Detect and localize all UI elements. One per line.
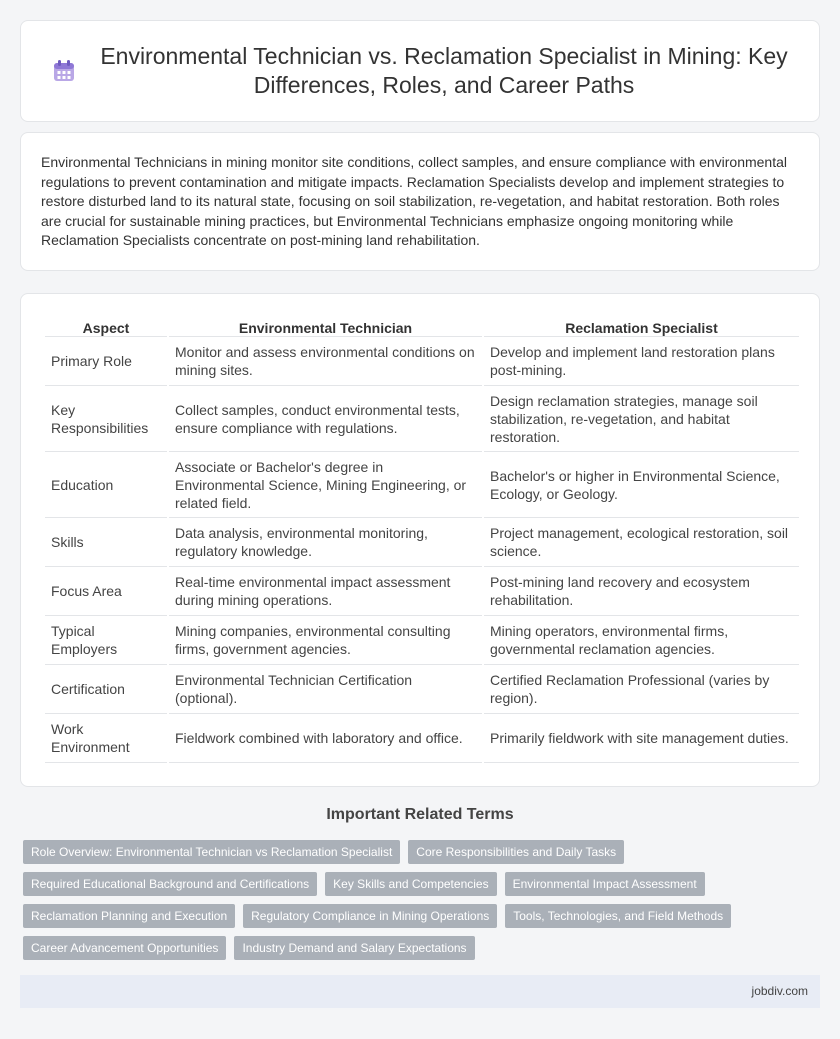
intro-card [20, 132, 820, 271]
cell-technician: Real-time environmental impact assessment during mining operations. [169, 567, 482, 616]
related-term-tag[interactable]: Environmental Impact Assessment [505, 872, 705, 896]
cell-aspect: Key Responsibilities [45, 386, 167, 452]
related-terms-title: Important Related Terms [326, 806, 514, 823]
header-environmental-technician: Environmental Technician [169, 314, 482, 337]
cell-technician: Associate or Bachelor's degree in Environmental Science, Mining Engineering, or related field. [169, 452, 482, 518]
related-term-tag[interactable]: Industry Demand and Salary Expectations [234, 936, 474, 960]
related-term-tag[interactable]: Regulatory Compliance in Mining Operations [243, 904, 497, 928]
cell-technician: Monitor and assess environmental conditions on mining sites. [169, 337, 482, 386]
cell-aspect: Skills [45, 518, 167, 567]
table-row [45, 616, 799, 665]
intro-paragraph: Environmental Technicians in mining monitor site conditions, collect samples, and ensure compliance with environmental regulations to prevent contamination and mitigate impacts. Reclamation Specialists develop and implement strategies to restore disturbed land to its natural state, focusing on soil stabilization, re-vegetation, and habitat restoration. Both roles are crucial for sustainable mining practices, but Environmental Technicians emphasize ongoing monitoring while Reclamation Specialists concentrate on post-mining land rehabilitation. [41, 154, 788, 249]
cell-technician: Fieldwork combined with laboratory and office. [169, 714, 482, 763]
related-term-tag[interactable]: Role Overview: Environmental Technician vs Reclamation Specialist [23, 840, 400, 864]
related-term-tag[interactable]: Core Responsibilities and Daily Tasks [408, 840, 624, 864]
related-terms-list [23, 840, 813, 960]
table-row [45, 337, 799, 386]
cell-specialist: Certified Reclamation Professional (varies by region). [484, 665, 799, 714]
footer-site-link[interactable]: jobdiv.com [751, 984, 808, 998]
cell-specialist: Primarily fieldwork with site management duties. [484, 714, 799, 763]
cell-technician: Environmental Technician Certification (optional). [169, 665, 482, 714]
cell-aspect: Work Environment [45, 714, 167, 763]
cell-technician: Data analysis, environmental monitoring, regulatory knowledge. [169, 518, 482, 567]
table-row [45, 386, 799, 452]
cell-aspect: Focus Area [45, 567, 167, 616]
table-row [45, 567, 799, 616]
cell-specialist: Develop and implement land restoration plans post-mining. [484, 337, 799, 386]
related-term-tag[interactable]: Key Skills and Competencies [325, 872, 496, 896]
related-term-tag[interactable]: Tools, Technologies, and Field Methods [505, 904, 731, 928]
table-row [45, 518, 799, 567]
calendar-icon [51, 58, 77, 84]
related-term-tag[interactable]: Career Advancement Opportunities [23, 936, 226, 960]
cell-specialist: Project management, ecological restoration, soil science. [484, 518, 799, 567]
cell-specialist: Bachelor's or higher in Environmental Science, Ecology, or Geology. [484, 452, 799, 518]
cell-specialist: Post-mining land recovery and ecosystem rehabilitation. [484, 567, 799, 616]
table-row [45, 714, 799, 763]
cell-aspect: Typical Employers [45, 616, 167, 665]
comparison-card [20, 293, 820, 787]
header-aspect: Aspect [45, 314, 167, 337]
table-row [45, 665, 799, 714]
cell-aspect: Certification [45, 665, 167, 714]
related-term-tag[interactable]: Required Educational Background and Certifications [23, 872, 317, 896]
related-term-tag[interactable]: Reclamation Planning and Execution [23, 904, 235, 928]
table-header-row [45, 314, 799, 337]
cell-specialist: Mining operators, environmental firms, governmental reclamation agencies. [484, 616, 799, 665]
page-title: Environmental Technician vs. Reclamation Specialist in Mining: Key Differences, Roles, and Career Paths [100, 43, 788, 98]
cell-aspect: Primary Role [45, 337, 167, 386]
cell-specialist: Design reclamation strategies, manage soil stabilization, re-vegetation, and habitat restoration. [484, 386, 799, 452]
footer [20, 975, 820, 1008]
cell-technician: Collect samples, conduct environmental tests, ensure compliance with regulations. [169, 386, 482, 452]
header-reclamation-specialist: Reclamation Specialist [484, 314, 799, 337]
cell-technician: Mining companies, environmental consulting firms, government agencies. [169, 616, 482, 665]
header-card [20, 20, 820, 122]
comparison-table [43, 314, 801, 763]
header [21, 21, 819, 121]
cell-aspect: Education [45, 452, 167, 518]
table-row [45, 452, 799, 518]
